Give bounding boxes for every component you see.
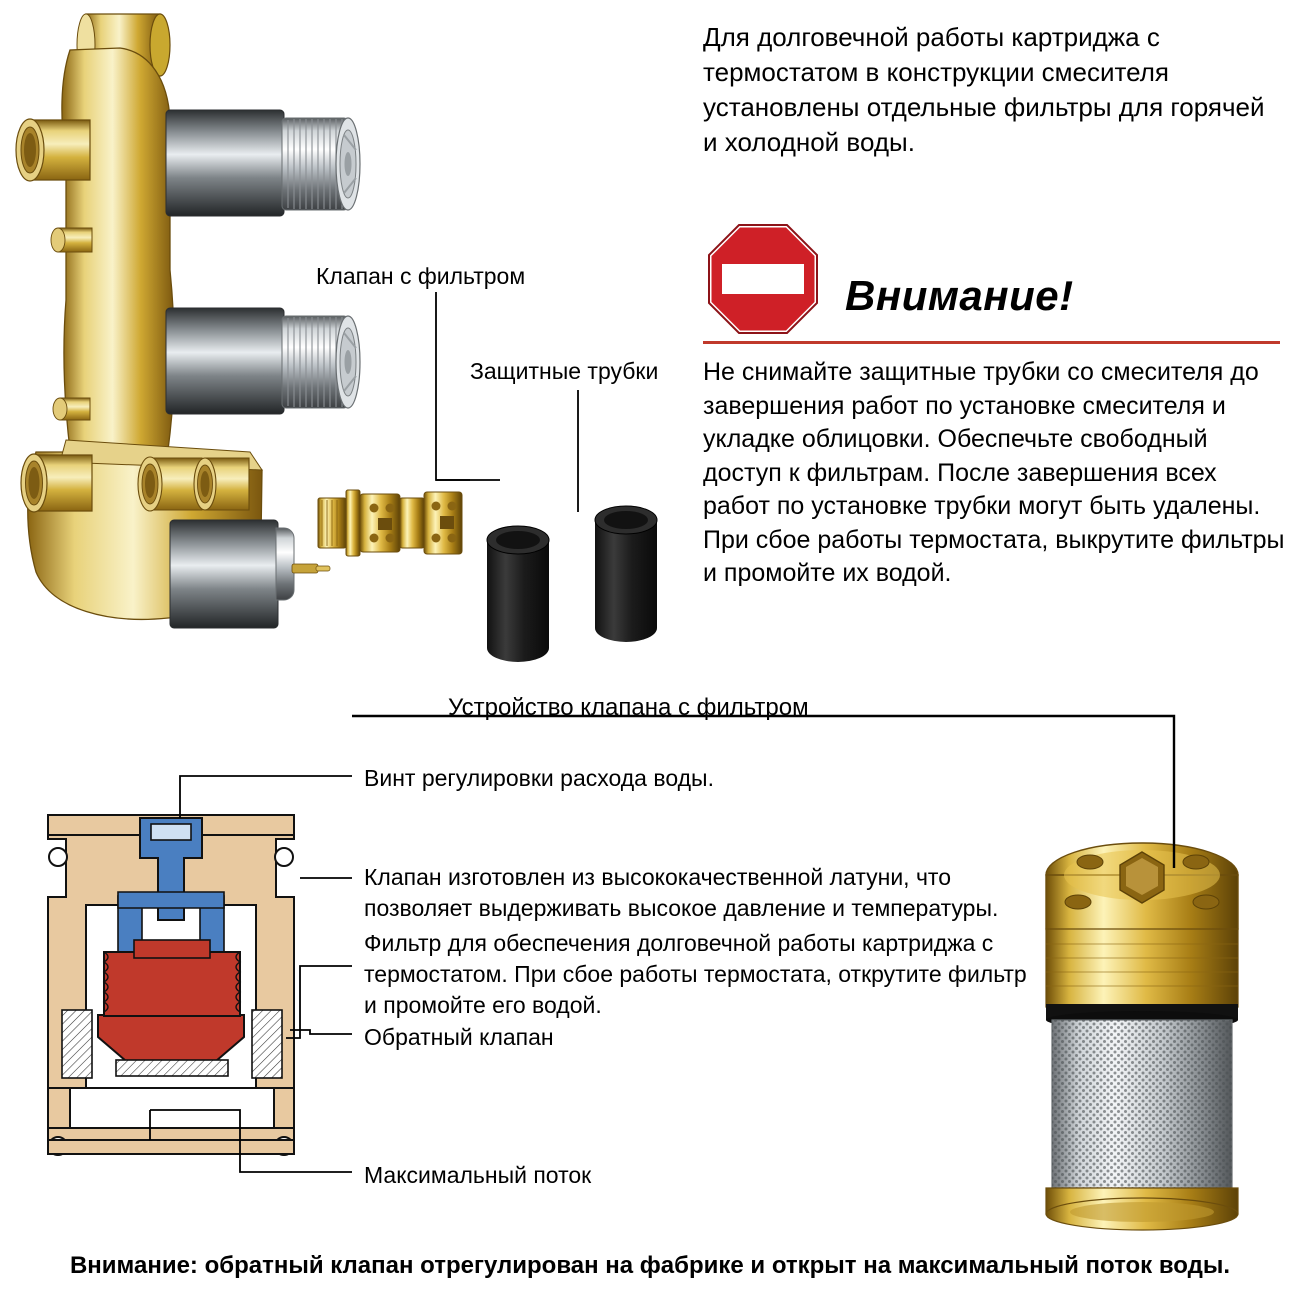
filter-cartridge-illustration — [1046, 843, 1238, 1230]
gold-filter-pair-illustration — [318, 490, 462, 556]
callout-check-valve: Обратный клапан — [364, 1024, 554, 1050]
attention-paragraph: Не снимайте защитные трубки со смесителя до завершения работ по установке смесителя и укладке облицовки. Обеспечьте свободный доступ к фильтрам. После завершения всех работ по установке трубки могут быть удалены. При сбое работы термостата, выкрутите фильтры и промойте их водой. — [703, 358, 1285, 587]
stop-sign — [706, 222, 820, 336]
callout-brass-body: Клапан изготовлен из высококачественной латуни, что позволяет выдерживать высокое давление и температуры. — [364, 864, 999, 921]
callout-protective-tubes: Защитные трубки — [470, 358, 659, 384]
chrome-cartridge-bottom — [170, 520, 330, 628]
callout-valve-with-filter: Клапан с фильтром — [316, 263, 526, 289]
intro-paragraph: Для долговечной работы картриджа с термостатом в конструкции смесителя установлены отдельные фильтры для горячей и холодной воды. — [703, 22, 1265, 157]
attention-heading: Внимание! — [845, 272, 1074, 319]
chrome-cartridge-middle — [166, 308, 360, 414]
mixer-body-illustration — [16, 14, 360, 628]
chrome-cartridge-top — [166, 110, 360, 216]
callout-max-flow: Максимальный поток — [364, 1162, 592, 1188]
callout-flow-screw: Винт регулировки расхода воды. — [364, 765, 714, 791]
protective-tubes-illustration — [487, 506, 657, 662]
callout-filter-description: Фильтр для обеспечения долговечной работы картриджа с термостатом. При сбое работы термостата, открутите фильтр и промойте его водой. — [364, 930, 1027, 1018]
attention-divider — [703, 341, 1280, 344]
valve-cross-section-illustration — [48, 815, 294, 1155]
stop-sign-label: STOP — [722, 262, 804, 295]
footer-note: Внимание: обратный клапан отрегулирован на фабрике и открыт на максимальный поток воды. — [69, 1252, 1231, 1279]
callout-valve-device-title: Устройство клапана с фильтром — [448, 694, 809, 721]
